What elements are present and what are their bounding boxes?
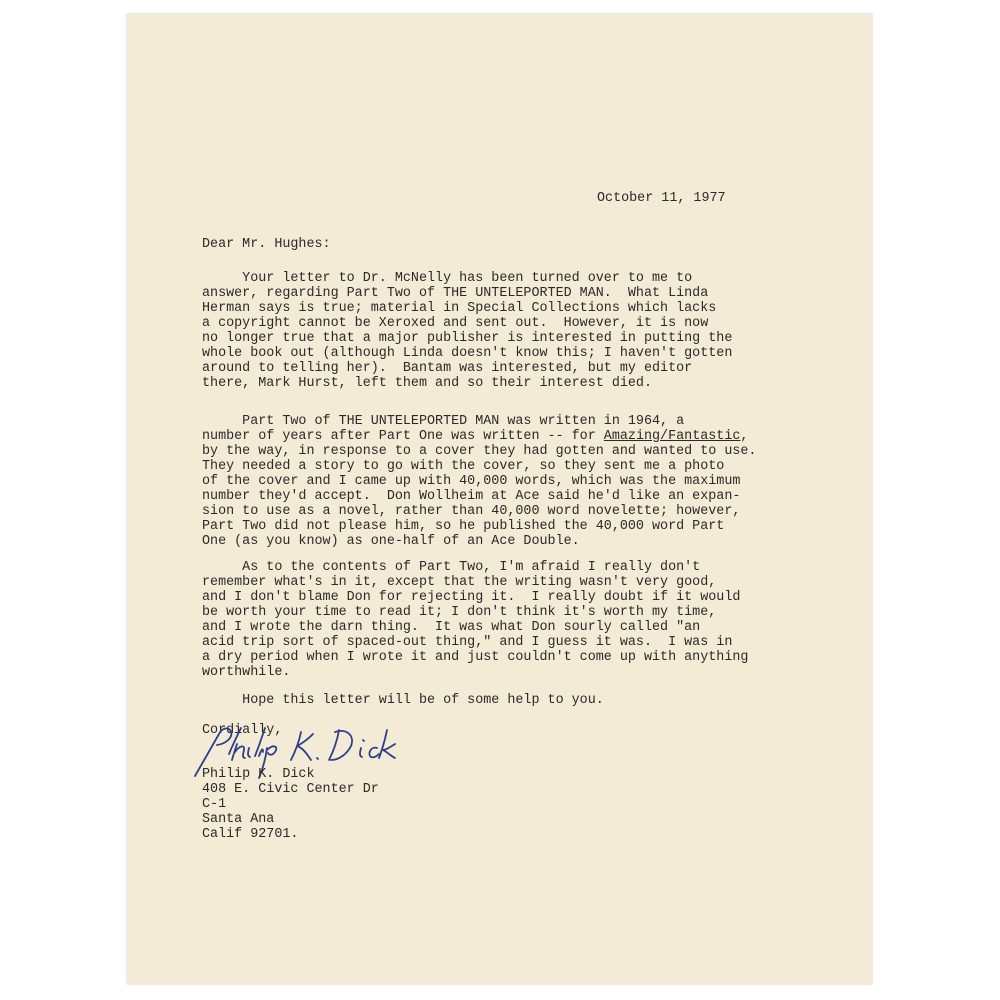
underlined-magazine-title: Amazing/Fantastic (603, 429, 741, 444)
paragraph-line: Herman says is true; material in Special Collections which lacks (202, 301, 717, 316)
paragraph-line: by the way, in response to a cover they had gotten and wanted to use. (202, 444, 757, 459)
letter-body (127, 14, 872, 984)
paragraph-line: One (as you know) as one-half of an Ace Double. (202, 534, 580, 549)
paragraph-line: there, Mark Hurst, left them and so their interest died. (202, 376, 652, 391)
letter-page (127, 14, 872, 984)
paragraph-line: acid trip sort of spaced-out thing," and I guess it was. I was in (202, 635, 733, 650)
paragraph-line: a dry period when I wrote it and just couldn't come up with anything (202, 650, 749, 665)
salutation: Dear Mr. Hughes: (202, 237, 331, 252)
paragraph-line: a copyright cannot be Xeroxed and sent out. However, it is now (202, 316, 709, 331)
paragraph-3 (202, 560, 842, 680)
paragraph-line: number they'd accept. Don Wollheim at Ace said he'd like an expan- (202, 489, 741, 504)
sender-state-zip: Calif 92701. (202, 827, 299, 842)
line-text: number of years after Part One was written -- for (202, 429, 604, 444)
paragraph-line: Hope this letter will be of some help to you. (202, 693, 604, 708)
sender-unit: C-1 (202, 797, 227, 812)
paragraph-line (202, 429, 842, 444)
paragraph-line: Part Two did not please him, so he published the 40,000 word Part (202, 519, 725, 534)
paragraph-4 (202, 693, 842, 708)
paragraph-line: whole book out (although Linda doesn't know this; I haven't gotten (202, 346, 733, 361)
paragraph-line: They needed a story to go with the cover, so they sent me a photo (202, 459, 725, 474)
paragraph-line: around to telling her). Bantam was interested, but my editor (202, 361, 693, 376)
paragraph-line: remember what's in it, except that the writing wasn't very good, (202, 575, 717, 590)
line-text: , (740, 429, 749, 444)
paragraph-line: and I don't blame Don for rejecting it. I really doubt if it would (202, 590, 741, 605)
paragraph-line: no longer true that a major publisher is interested in putting the (202, 331, 733, 346)
paragraph-line: and I wrote the darn thing. It was what Don sourly called "an (202, 620, 701, 635)
paragraph-1 (202, 271, 842, 391)
sender-name: Philip K. Dick (202, 767, 315, 782)
paragraph-line: worthwhile. (202, 665, 291, 680)
paragraph-line: Part Two of THE UNTELEPORTED MAN was written in 1964, a (202, 414, 685, 429)
paragraph-line: of the cover and I came up with 40,000 words, which was the maximum (202, 474, 741, 489)
sender-address-block (202, 767, 379, 842)
paragraph-line: answer, regarding Part Two of THE UNTELEPORTED MAN. What Linda (202, 286, 709, 301)
closing: Cordially, (202, 723, 283, 738)
sender-street: 408 E. Civic Center Dr (202, 782, 379, 797)
sender-city: Santa Ana (202, 812, 275, 827)
paragraph-line: As to the contents of Part Two, I'm afraid I really don't (202, 560, 701, 575)
paragraph-line: be worth your time to read it; I don't think it's worth my time, (202, 605, 717, 620)
letter-date: October 11, 1977 (597, 191, 726, 206)
paragraph-2 (202, 414, 842, 549)
paragraph-line: sion to use as a novel, rather than 40,000 word novelette; however, (202, 504, 741, 519)
paragraph-line: Your letter to Dr. McNelly has been turned over to me to (202, 271, 693, 286)
